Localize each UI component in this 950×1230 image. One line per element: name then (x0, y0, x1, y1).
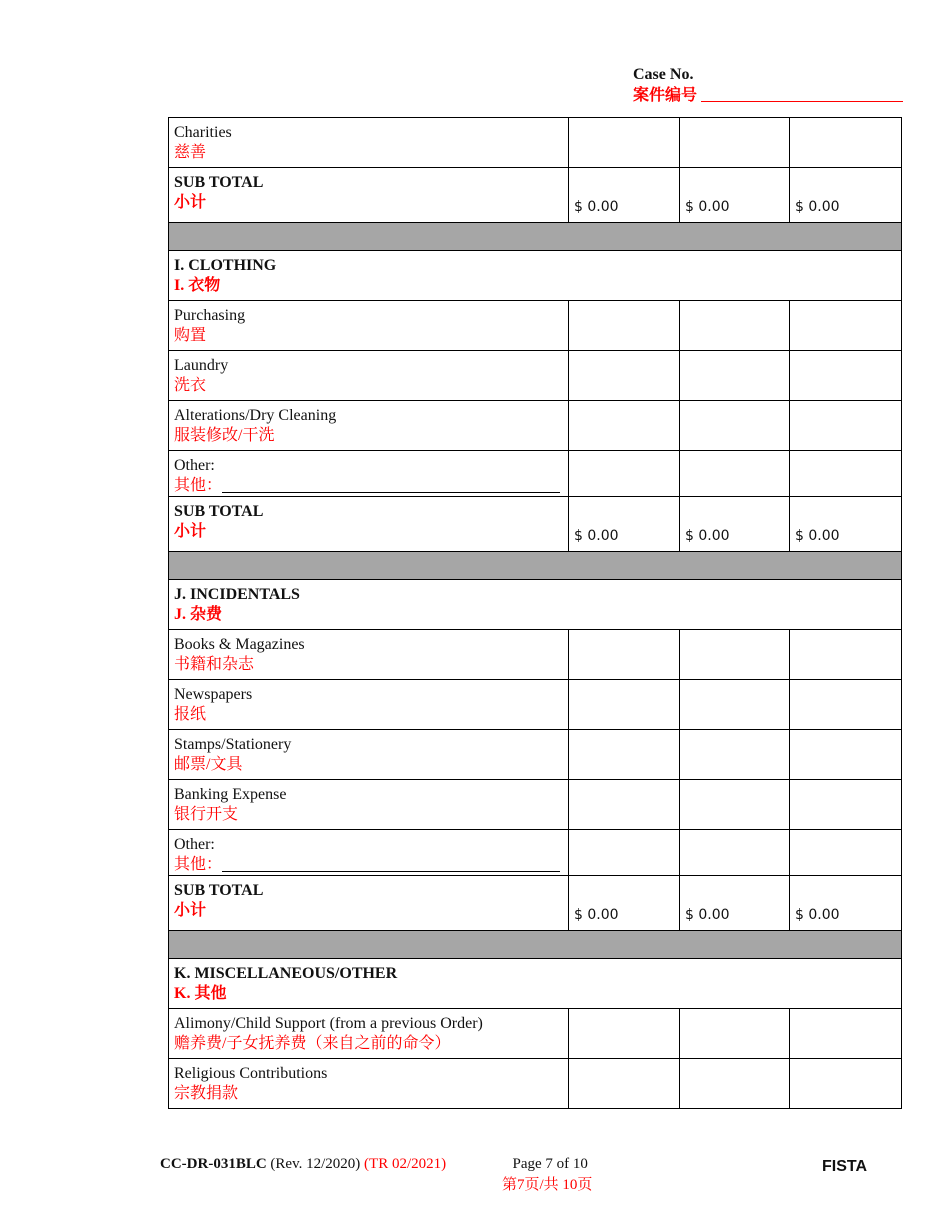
row-label (169, 730, 569, 780)
table-row (169, 630, 902, 680)
subtotal-amount: $ 0.00 (569, 497, 680, 552)
label-zh (174, 805, 563, 825)
case-no-field[interactable] (701, 101, 903, 102)
page-label-zh: 第7页/共 10页 (502, 1177, 593, 1193)
amount-input[interactable] (680, 630, 790, 680)
amount-input[interactable] (680, 830, 790, 876)
subtotal-row (169, 876, 902, 931)
label-en: Alterations/Dry Cleaning (174, 407, 337, 424)
row-label (169, 401, 569, 451)
section-divider (169, 223, 902, 251)
amount-input[interactable] (569, 1059, 680, 1109)
form-id (160, 1156, 446, 1173)
amount-input[interactable] (790, 1059, 902, 1109)
label-zh-text: 书籍和杂志 (174, 656, 255, 673)
amount-input[interactable] (790, 1009, 902, 1059)
row-label (169, 830, 569, 876)
table-row (169, 830, 902, 876)
amount-input[interactable] (790, 780, 902, 830)
table-row (169, 1059, 902, 1109)
table-row (169, 301, 902, 351)
subtotal-amount: $ 0.00 (790, 168, 902, 223)
label-en: Other: (174, 836, 215, 853)
brand-fista: FISTA (822, 1158, 868, 1175)
row-label (169, 1009, 569, 1059)
amount-input[interactable] (569, 1009, 680, 1059)
label-en: Laundry (174, 357, 229, 374)
label-zh (174, 426, 563, 446)
label-en: Charities (174, 124, 232, 141)
case-no-label-zh: 案件编号 (633, 87, 698, 104)
table-row (169, 401, 902, 451)
label-zh (174, 1084, 563, 1104)
subtotal-amount: $ 0.00 (680, 168, 790, 223)
label-zh: J. 杂费 (174, 606, 223, 623)
row-label (169, 351, 569, 401)
divider-cell (169, 931, 902, 959)
amount-input[interactable] (790, 301, 902, 351)
subtotal-amount: $ 0.00 (790, 497, 902, 552)
row-label (169, 680, 569, 730)
amount-input[interactable] (569, 730, 680, 780)
label-zh-text: 小计 (174, 523, 207, 540)
amount-input[interactable] (569, 351, 680, 401)
table-row (169, 118, 902, 168)
subtotal-amount: $ 0.00 (680, 497, 790, 552)
amount-input[interactable] (569, 830, 680, 876)
label-zh-text: 小计 (174, 194, 207, 211)
label-zh-text: 小计 (174, 902, 207, 919)
label-en: SUB TOTAL (174, 174, 264, 191)
label-en: Books & Magazines (174, 636, 305, 653)
amount-input[interactable] (569, 451, 680, 497)
page-number (502, 1156, 593, 1194)
amount-input[interactable] (790, 630, 902, 680)
section-header (169, 580, 902, 630)
expense-table (168, 117, 902, 1109)
label-zh (174, 522, 563, 542)
amount-input[interactable] (790, 118, 902, 168)
label-en: J. INCIDENTALS (174, 586, 300, 603)
amount-input[interactable] (680, 1059, 790, 1109)
row-label (169, 497, 569, 552)
section-divider (169, 552, 902, 580)
label-zh-text: 其他： (174, 856, 223, 873)
amount-input[interactable] (680, 351, 790, 401)
amount-input[interactable] (790, 730, 902, 780)
amount-input[interactable] (790, 451, 902, 497)
label-zh-text: 报纸 (174, 706, 207, 723)
table-row (169, 730, 902, 780)
label-en: K. MISCELLANEOUS/OTHER (174, 965, 398, 982)
label-zh (174, 193, 563, 213)
amount-input[interactable] (680, 401, 790, 451)
label-zh-text: 洗衣 (174, 377, 207, 394)
page-label: Page 7 of 10 (512, 1156, 588, 1172)
amount-input[interactable] (569, 680, 680, 730)
row-label (169, 1059, 569, 1109)
divider-cell (169, 552, 902, 580)
label-en: Newspapers (174, 686, 253, 703)
divider-cell (169, 223, 902, 251)
row-label (169, 630, 569, 680)
label-zh-text: 赡养费/子女抚养费（来自之前的命令） (174, 1035, 451, 1052)
other-description-field[interactable] (222, 492, 560, 493)
row-label (169, 168, 569, 223)
label-zh: I. 衣物 (174, 277, 221, 294)
amount-input[interactable] (569, 780, 680, 830)
label-zh-text: 银行开支 (174, 806, 239, 823)
amount-input[interactable] (680, 301, 790, 351)
label-en: Stamps/Stationery (174, 736, 292, 753)
subtotal-amount: $ 0.00 (680, 876, 790, 931)
table-row (169, 351, 902, 401)
revision: (Rev. 12/2020) (270, 1156, 361, 1172)
section-divider (169, 931, 902, 959)
label-zh-text: 邮票/文具 (174, 756, 243, 773)
table-row (169, 451, 902, 497)
amount-input[interactable] (569, 301, 680, 351)
label-zh (174, 655, 563, 675)
amount-input[interactable] (680, 451, 790, 497)
label-zh-text: 服装修改/干洗 (174, 427, 275, 444)
translation-rev: (TR 02/2021) (364, 1156, 447, 1172)
case-number (633, 64, 903, 106)
subtotal-amount: $ 0.00 (569, 876, 680, 931)
label-zh (174, 143, 563, 163)
table-row (169, 780, 902, 830)
subtotal-amount: $ 0.00 (569, 168, 680, 223)
label-en: I. CLOTHING (174, 257, 277, 274)
subtotal-amount: $ 0.00 (790, 876, 902, 931)
label-zh (174, 901, 563, 921)
label-en: SUB TOTAL (174, 503, 264, 520)
label-en: Alimony/Child Support (from a previous Order) (174, 1015, 483, 1032)
table-row (169, 680, 902, 730)
label-en: SUB TOTAL (174, 882, 264, 899)
amount-input[interactable] (680, 780, 790, 830)
section-title (169, 959, 902, 1009)
subtotal-row (169, 497, 902, 552)
label-zh (174, 326, 563, 346)
section-header (169, 959, 902, 1009)
label-zh-text: 其他： (174, 477, 223, 494)
label-zh (174, 476, 563, 496)
label-zh: K. 其他 (174, 985, 227, 1002)
row-label (169, 876, 569, 931)
label-en: Other: (174, 457, 215, 474)
amount-input[interactable] (790, 830, 902, 876)
amount-input[interactable] (680, 1009, 790, 1059)
row-label (169, 118, 569, 168)
amount-input[interactable] (790, 401, 902, 451)
section-title (169, 251, 902, 301)
amount-input[interactable] (569, 630, 680, 680)
row-label (169, 780, 569, 830)
label-zh (174, 376, 563, 396)
label-zh (174, 1034, 563, 1054)
label-zh (174, 855, 563, 875)
row-label (169, 301, 569, 351)
section-title (169, 580, 902, 630)
amount-input[interactable] (569, 118, 680, 168)
label-zh (174, 755, 563, 775)
section-header (169, 251, 902, 301)
amount-input[interactable] (569, 401, 680, 451)
label-zh-text: 慈善 (174, 144, 207, 161)
form-code: CC-DR-031BLC (160, 1156, 267, 1172)
label-en: Religious Contributions (174, 1065, 328, 1082)
label-zh (174, 705, 563, 725)
label-zh-text: 宗教捐款 (174, 1085, 239, 1102)
amount-input[interactable] (790, 351, 902, 401)
table-row (169, 1009, 902, 1059)
amount-input[interactable] (790, 680, 902, 730)
case-no-label: Case No. (633, 66, 694, 83)
amount-input[interactable] (680, 730, 790, 780)
amount-input[interactable] (680, 680, 790, 730)
other-description-field[interactable] (222, 871, 560, 872)
amount-input[interactable] (680, 118, 790, 168)
label-en: Banking Expense (174, 786, 287, 803)
row-label (169, 451, 569, 497)
label-zh-text: 购置 (174, 327, 207, 344)
subtotal-row (169, 168, 902, 223)
label-en: Purchasing (174, 307, 246, 324)
